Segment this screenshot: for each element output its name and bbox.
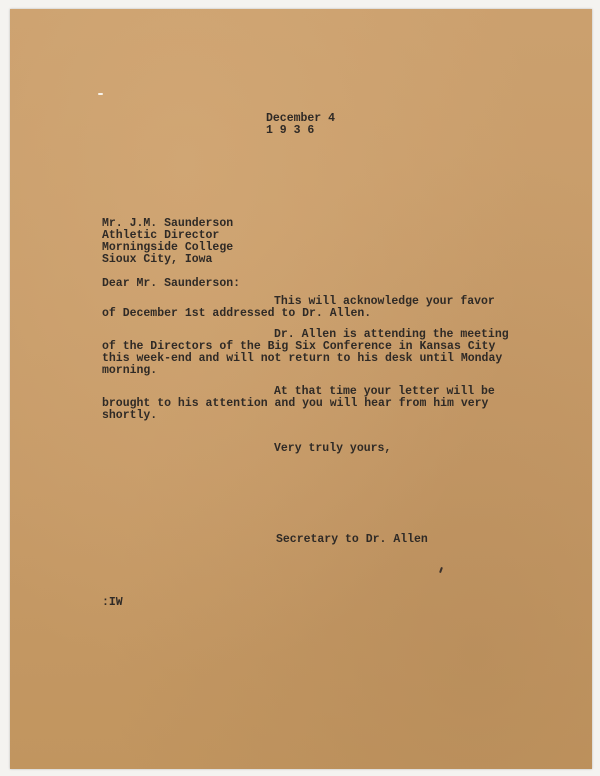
- paragraph-line: Dr. Allen is attending the meeting: [274, 328, 509, 341]
- address-line: Morningside College: [102, 241, 234, 254]
- address-line: Mr. J.M. Saunderson: [102, 217, 234, 230]
- address-line: Athletic Director: [102, 229, 220, 242]
- paragraph-line: shortly.: [102, 409, 158, 422]
- address-line: Sioux City, Iowa: [102, 253, 213, 266]
- paragraph-line: of December 1st addressed to Dr. Allen.: [102, 307, 372, 320]
- paragraph-line: At that time your letter will be: [274, 385, 495, 398]
- closing: Very truly yours,: [274, 442, 392, 455]
- paragraph-line: This will acknowledge your favor: [274, 295, 495, 308]
- date-line: December 4: [266, 112, 336, 125]
- signature-line: Secretary to Dr. Allen: [276, 533, 428, 546]
- paper-speck: [98, 93, 103, 95]
- stray-mark: [439, 567, 443, 573]
- paragraph-line: this week-end and will not return to his desk until Monday: [102, 352, 503, 365]
- salutation: Dear Mr. Saunderson:: [102, 277, 241, 290]
- paragraph-line: brought to his attention and you will hear from him very: [102, 397, 489, 410]
- year-line: 1 9 3 6: [266, 124, 315, 137]
- paragraph-line: of the Directors of the Big Six Conference in Kansas City: [102, 340, 496, 353]
- typist-initials: :IW: [102, 596, 123, 609]
- paragraph-line: morning.: [102, 364, 158, 377]
